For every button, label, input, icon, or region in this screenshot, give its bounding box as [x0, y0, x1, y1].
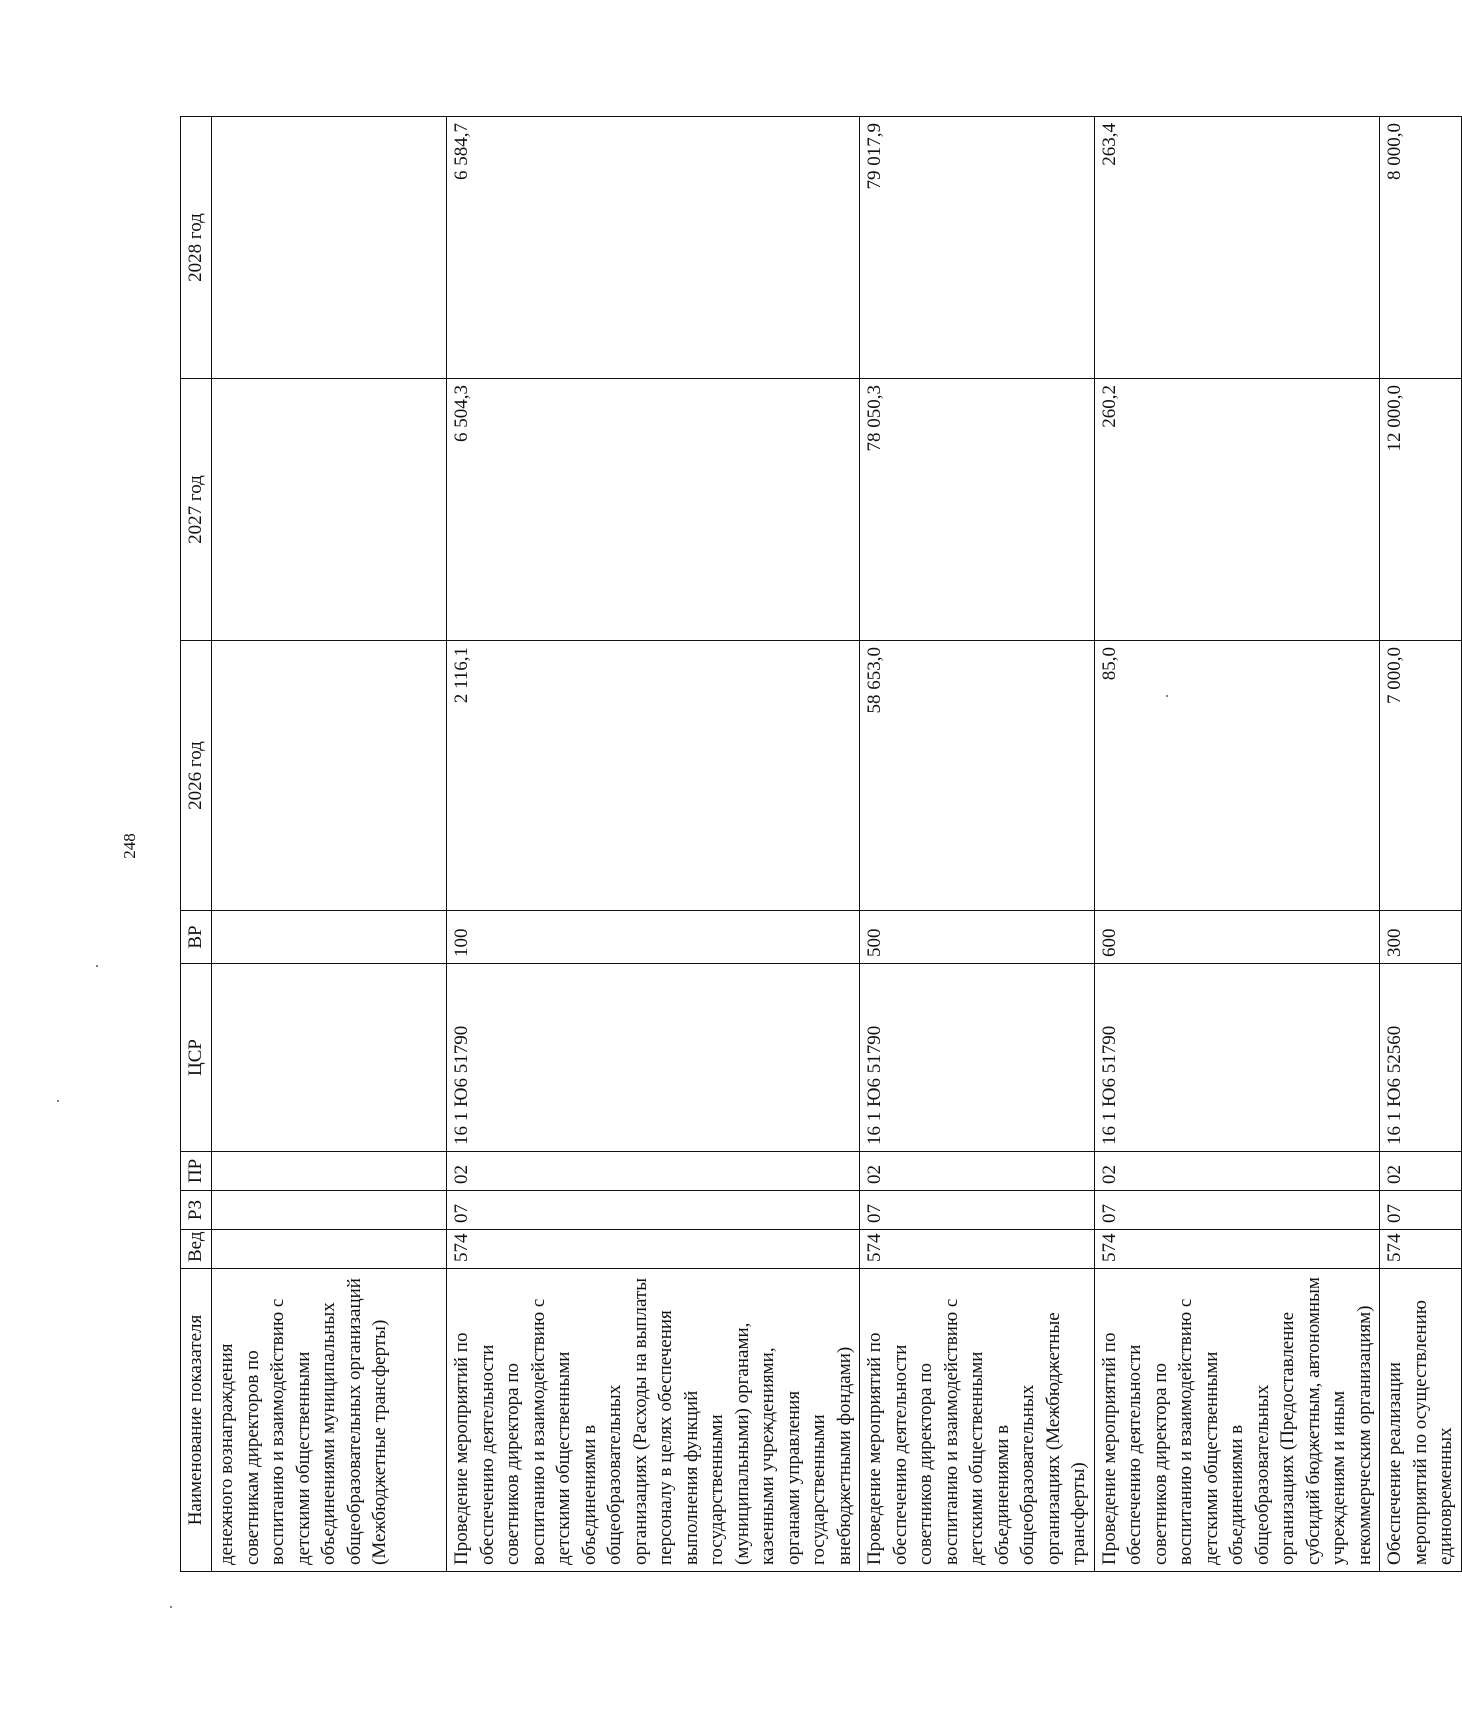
cell-2027: 260,2 — [1094, 379, 1380, 641]
scan-speck — [57, 1100, 59, 1102]
cell-rz: 07 — [1380, 1191, 1462, 1230]
header-2027: 2027 год — [181, 379, 212, 641]
cell-name: Проведение мероприятий по обеспечению деятельности советников директора по воспитанию и взаимодействию с детскими общественными объединениями в общеобразовательных организациях (Расходы на выплаты персоналу в целях обеспечения выполнения функций государственными (муниципальными) органами, казенными учреждениями, органами управления государственными внебюджетными фондами) — [447, 1269, 860, 1572]
cell-2027: 6 504,3 — [447, 379, 860, 641]
cell-2028 — [212, 117, 447, 379]
table-row — [860, 117, 1095, 1572]
cell-2028: 263,4 — [1094, 117, 1380, 379]
table-row — [447, 117, 860, 1572]
cell-ved: 574 — [860, 1230, 1095, 1269]
cell-vr: 500 — [860, 911, 1095, 964]
budget-table — [180, 116, 1462, 1572]
cell-pr — [212, 1152, 447, 1191]
cell-rz: 07 — [1094, 1191, 1380, 1230]
rotated-table-container — [180, 117, 1456, 1572]
header-csr: ЦСР — [181, 964, 212, 1152]
cell-2026 — [212, 641, 447, 911]
cell-ved: 574 — [447, 1230, 860, 1269]
cell-2026: 58 653,0 — [860, 641, 1095, 911]
cell-ved: 574 — [1380, 1230, 1462, 1269]
cell-csr — [212, 964, 447, 1152]
header-2026: 2026 год — [181, 641, 212, 911]
cell-2026: 2 116,1 — [447, 641, 860, 911]
cell-ved — [212, 1230, 447, 1269]
cell-2026: 7 000,0 — [1380, 641, 1462, 911]
header-pr: ПР — [181, 1152, 212, 1191]
scan-speck — [1166, 695, 1168, 697]
cell-rz: 07 — [860, 1191, 1095, 1230]
header-name: Наименование показателя — [181, 1269, 212, 1572]
cell-vr: 300 — [1380, 911, 1462, 964]
scan-speck — [170, 1606, 172, 1608]
cell-csr: 16 1 Ю6 51790 — [447, 964, 860, 1152]
cell-csr: 16 1 Ю6 51790 — [1094, 964, 1380, 1152]
cell-2028: 79 017,9 — [860, 117, 1095, 379]
cell-name: денежного вознаграждения советникам директоров по воспитанию и взаимодействию с детскими общественными объединениями муниципальных общеобразовательных организаций (Межбюджетные трансферты) — [212, 1269, 447, 1572]
cell-pr: 02 — [860, 1152, 1095, 1191]
table-row — [212, 117, 447, 1572]
cell-pr: 02 — [447, 1152, 860, 1191]
cell-csr: 16 1 Ю6 51790 — [860, 964, 1095, 1152]
scan-speck — [96, 965, 98, 967]
cell-name: Проведение мероприятий по обеспечению деятельности советников директора по воспитанию и взаимодействию с детскими общественными объединениями в общеобразовательных организациях (Предоставление субсидий бюджетным, автономным учреждениям и иным некоммерческим организациям) — [1094, 1269, 1380, 1572]
cell-2028: 8 000,0 — [1380, 117, 1462, 379]
cell-vr: 600 — [1094, 911, 1380, 964]
cell-rz: 07 — [447, 1191, 860, 1230]
header-vr: ВР — [181, 911, 212, 964]
table-row — [1380, 117, 1462, 1572]
cell-ved: 574 — [1094, 1230, 1380, 1269]
header-row — [181, 117, 212, 1572]
cell-csr: 16 1 Ю6 52560 — [1380, 964, 1462, 1152]
cell-2027: 12 000,0 — [1380, 379, 1462, 641]
cell-vr — [212, 911, 447, 964]
header-ved: Вед — [181, 1230, 212, 1269]
cell-name: Обеспечение реализации мероприятий по осуществлению единовременных — [1380, 1269, 1462, 1572]
cell-2027 — [212, 379, 447, 641]
cell-2027: 78 050,3 — [860, 379, 1095, 641]
cell-vr: 100 — [447, 911, 860, 964]
cell-2028: 6 584,7 — [447, 117, 860, 379]
cell-rz — [212, 1191, 447, 1230]
header-rz: РЗ — [181, 1191, 212, 1230]
cell-2026: 85,0 — [1094, 641, 1380, 911]
cell-name: Проведение мероприятий по обеспечению деятельности советников директора по воспитанию и взаимодействию с детскими общественными объединениями в общеобразовательных организациях (Межбюджетные трансферты) — [860, 1269, 1095, 1572]
cell-pr: 02 — [1094, 1152, 1380, 1191]
cell-pr: 02 — [1380, 1152, 1462, 1191]
header-2028: 2028 год — [181, 117, 212, 379]
page-number: 248 — [120, 833, 139, 859]
table-row — [1094, 117, 1380, 1572]
